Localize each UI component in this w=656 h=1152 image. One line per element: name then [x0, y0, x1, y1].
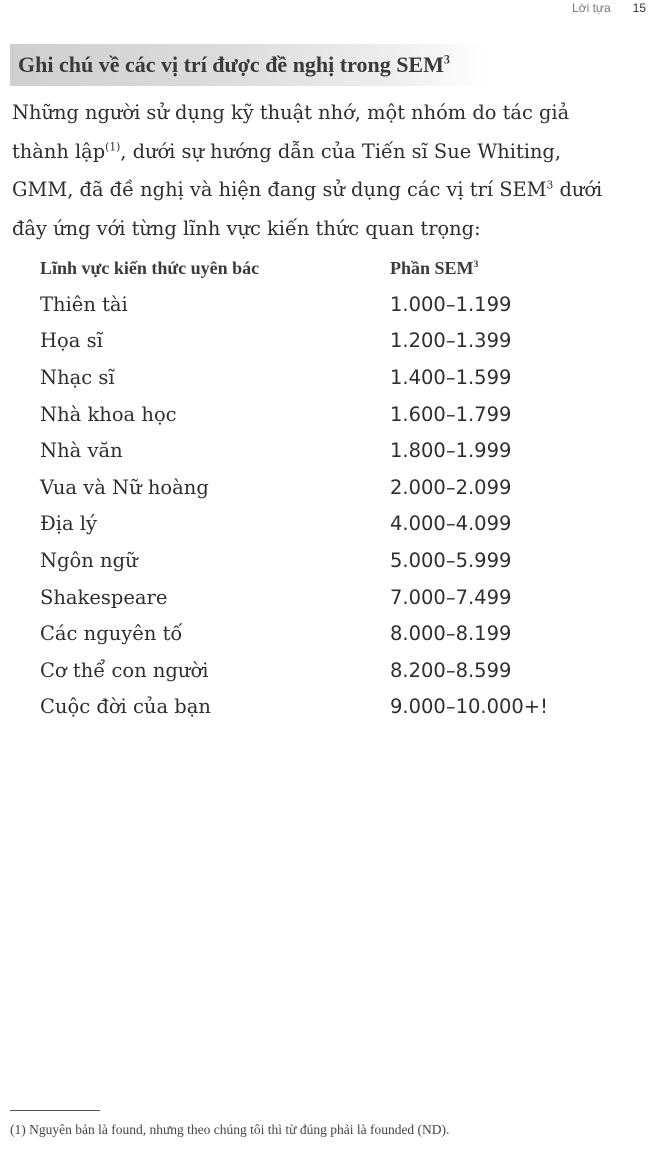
row-range: 1.400–1.599 — [390, 365, 512, 389]
running-head — [572, 0, 646, 16]
table-row — [40, 652, 600, 689]
row-range: 4.000–4.099 — [390, 512, 512, 536]
row-field: Ngôn ngữ — [40, 548, 138, 572]
row-field: Cuộc đời của bạn — [40, 695, 211, 719]
row-field: Thiên tài — [40, 292, 128, 316]
table-row — [40, 469, 600, 506]
header-sem-label: Phần SEM — [390, 257, 474, 278]
header-sem — [390, 258, 600, 279]
intro-text-part2: , dưới sự hướng dẫn của Tiến sĩ Sue Whiting, GMM, đã đề nghị và hiện đang sử dụng các vị trí SEM — [12, 139, 562, 201]
intro-paragraph — [12, 94, 612, 248]
row-range: 7.000–7.499 — [390, 585, 512, 609]
row-range: 8.000–8.199 — [390, 622, 512, 646]
row-range: 8.200–8.599 — [390, 658, 512, 682]
page-number: 15 — [632, 1, 646, 15]
header-sem-superscript: 3 — [473, 258, 479, 270]
table-row — [40, 542, 600, 579]
row-range: 5.000–5.999 — [390, 548, 512, 572]
table-row — [40, 579, 600, 616]
table-row — [40, 506, 600, 543]
row-field: Họa sĩ — [40, 329, 103, 353]
row-range: 1.800–1.999 — [390, 439, 512, 463]
table-row — [40, 615, 600, 652]
table-row — [40, 359, 600, 396]
chapter-title: Lời tựa — [572, 1, 611, 15]
table-row — [40, 286, 600, 323]
section-heading-text: Ghi chú về các vị trí được đề nghị trong SEM — [18, 52, 444, 77]
section-heading-superscript: 3 — [443, 52, 450, 67]
footnote-divider — [10, 1110, 100, 1111]
footnote-reference: (1) — [105, 140, 121, 154]
table-header — [40, 250, 600, 286]
row-field: Nhà khoa học — [40, 402, 177, 426]
table-row — [40, 396, 600, 433]
row-range: 1.600–1.799 — [390, 402, 512, 426]
row-field: Cơ thể con người — [40, 658, 209, 682]
footnote: (1) Nguyên bản là found, nhưng theo chúng tôi thì từ đúng phải là founded (ND). — [10, 1122, 450, 1137]
row-range: 1.000–1.199 — [390, 292, 512, 316]
intro-text-part3: dưới đây ứng với từng lĩnh vực kiến thức quan trọng: — [12, 178, 603, 240]
row-field: Shakespeare — [40, 585, 168, 609]
row-range: 1.200–1.399 — [390, 329, 512, 353]
row-field: Nhạc sĩ — [40, 365, 115, 389]
table-row — [40, 689, 600, 726]
row-field: Địa lý — [40, 512, 98, 536]
section-heading — [10, 44, 488, 86]
intro-superscript: 3 — [546, 178, 554, 192]
table-row — [40, 323, 600, 360]
row-field: Các nguyên tố — [40, 622, 183, 646]
row-range: 2.000–2.099 — [390, 475, 512, 499]
row-range: 9.000–10.000+! — [390, 695, 548, 719]
row-field: Vua và Nữ hoàng — [40, 475, 209, 499]
header-field: Lĩnh vực kiến thức uyên bác — [40, 257, 260, 278]
intro-text-part1: Những người sử dụng kỹ thuật nhớ, một nhóm do tác giả thành lập — [12, 101, 570, 163]
table-row — [40, 432, 600, 469]
sem-table — [40, 250, 600, 725]
row-field: Nhà văn — [40, 439, 123, 463]
